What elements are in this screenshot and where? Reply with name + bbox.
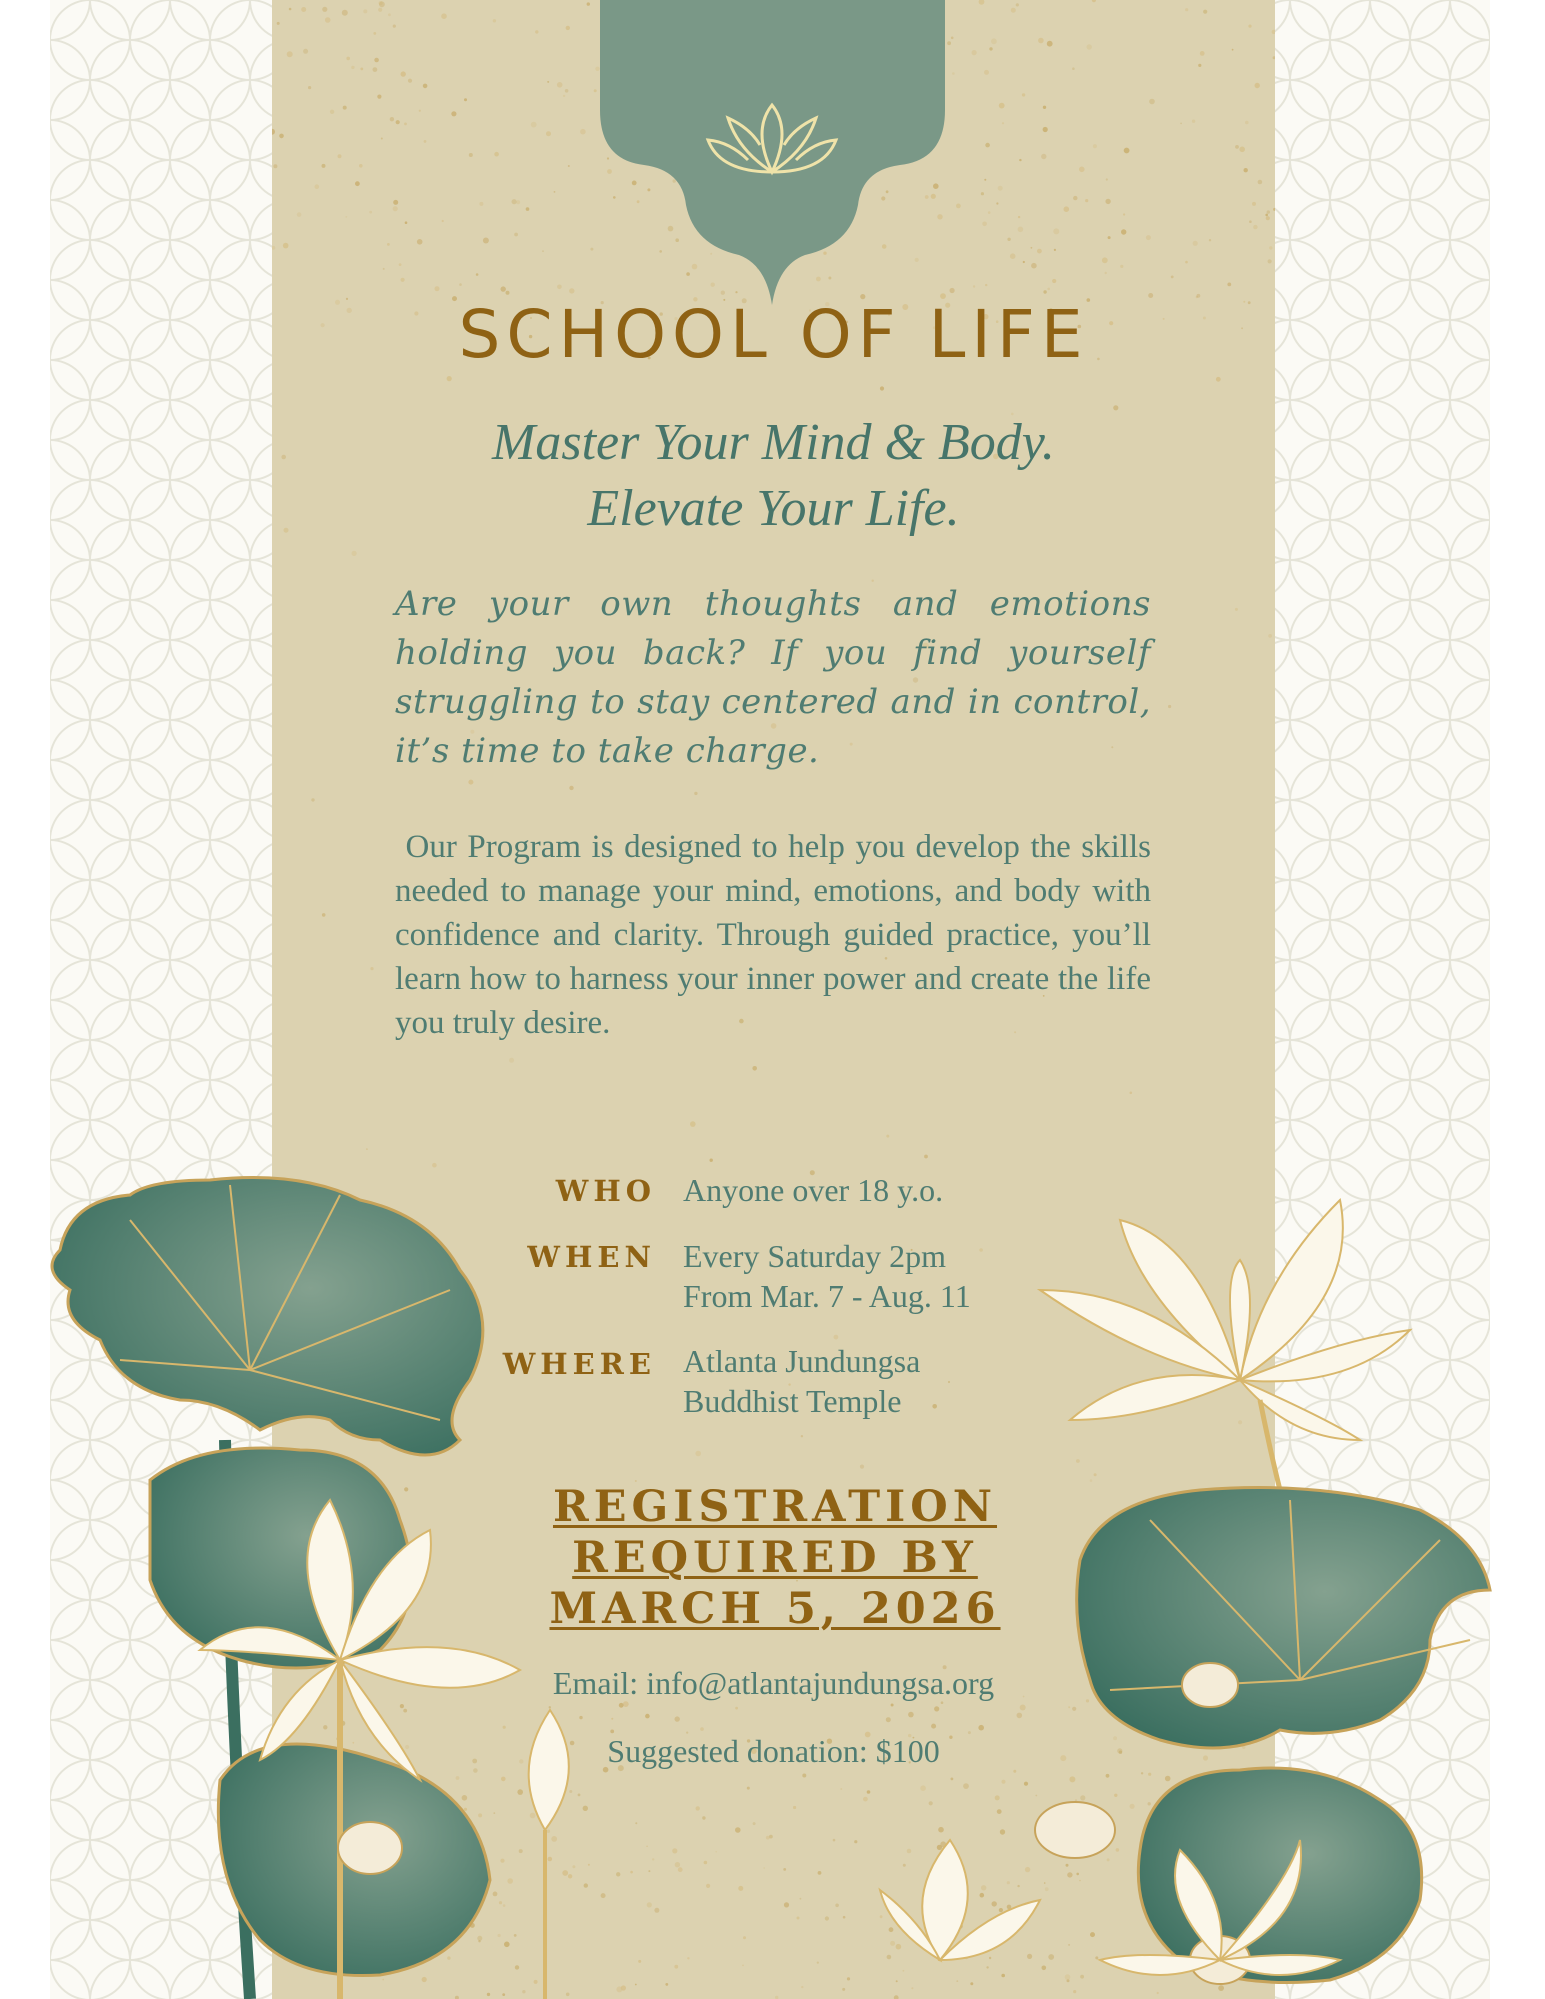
tagline-line-2: Elevate Your Life.	[587, 480, 960, 537]
when-label: WHEN	[527, 1240, 656, 1274]
top-banner	[600, 0, 945, 305]
when-value	[683, 1236, 1083, 1316]
when-value-line-2: From Mar. 7 - Aug. 11	[683, 1278, 971, 1314]
registration-line-3: MARCH 5, 2026	[549, 1584, 1001, 1634]
intro-paragraph: Are your own thoughts and emotions holding you back? If you find yourself struggling to stay centered and in control, it’s time to take charge.	[395, 584, 1151, 771]
who-value: Anyone over 18 y.o.	[683, 1172, 944, 1208]
where-value	[683, 1341, 1083, 1421]
registration-deadline	[500, 1482, 1050, 1635]
registration-line-1: REGISTRATION	[552, 1482, 998, 1532]
email-contact[interactable]: Email: info@atlantajundungsa.org	[552, 1665, 995, 1701]
who-label: WHO	[555, 1174, 656, 1208]
program-paragraph: Our Program is designed to help you develop the skills needed to manage your mind, emotions, and body with confidence and clarity. Through guided practice, you’ll learn how to harness your inner power and create the life you truly desire.	[395, 829, 1151, 1041]
where-value-line-2: Buddhist Temple	[683, 1383, 902, 1419]
when-value-line-1: Every Saturday 2pm	[683, 1238, 947, 1274]
tagline	[272, 410, 1275, 542]
where-value-line-1: Atlanta Jundungsa	[683, 1343, 921, 1379]
tagline-line-1: Master Your Mind & Body.	[492, 414, 1055, 471]
where-label: WHERE	[502, 1347, 656, 1381]
page-title: SCHOOL OF LIFE	[458, 296, 1089, 373]
suggested-donation: Suggested donation: $100	[607, 1733, 940, 1769]
registration-line-2: REQUIRED BY	[572, 1533, 978, 1583]
